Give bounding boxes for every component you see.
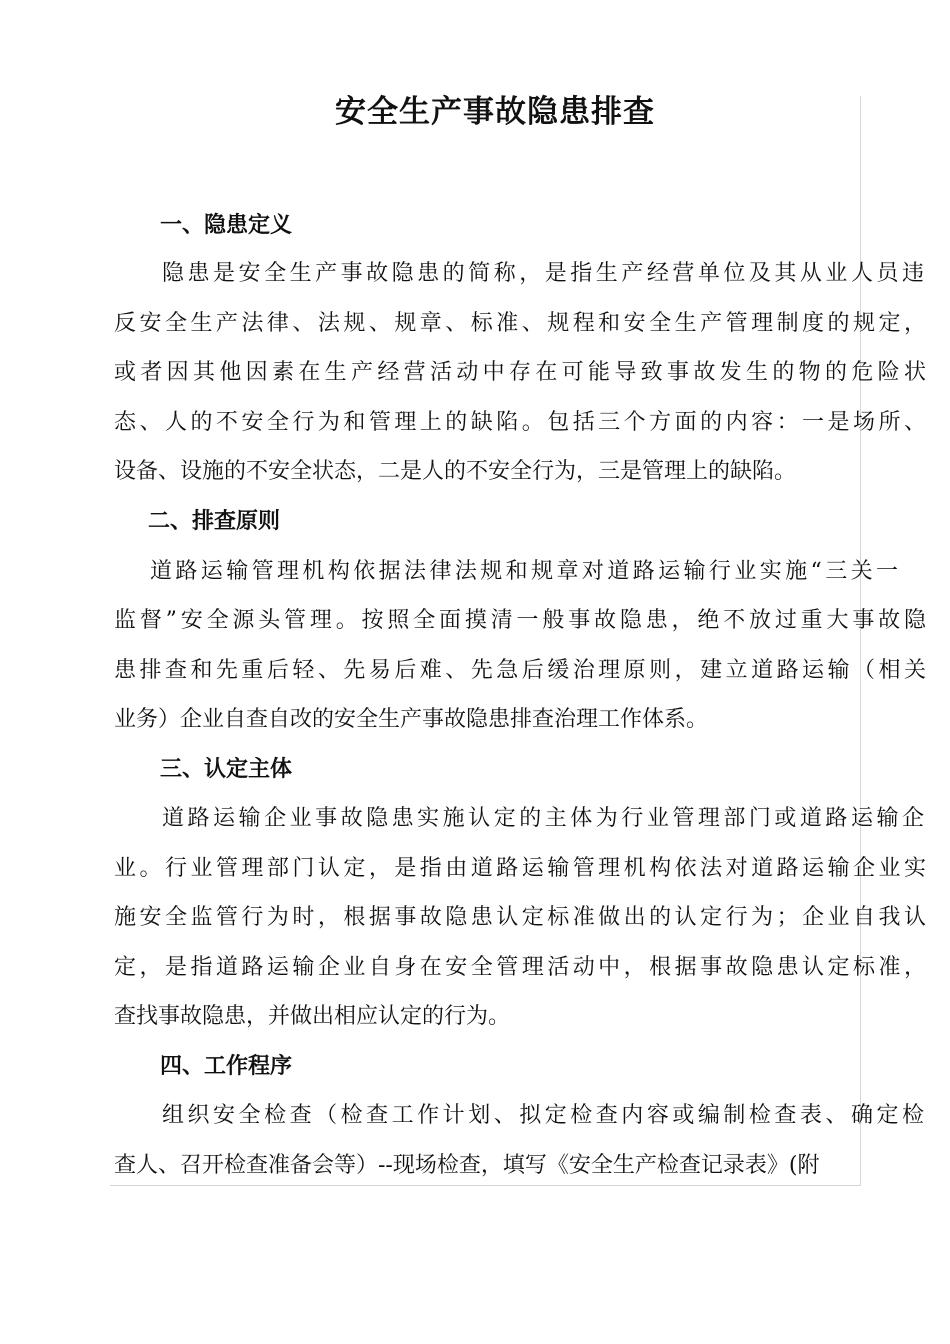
paragraph-line: 道路运输企业事故隐患实施认定的主体为行业管理部门或道路运输企	[162, 806, 924, 831]
paragraph-line: 施安全监管行为时，根据事故隐患认定标准做出的认定行为；企业自我认	[114, 905, 926, 930]
paragraph-line: 道路运输管理机构依据法律法规和规章对道路运输行业实施“三关一	[150, 559, 898, 584]
paragraph-line: 业。行业管理部门认定，是指由道路运输管理机构依法对道路运输企业实	[114, 856, 926, 881]
paragraph-line: 组织安全检查（检查工作计划、拟定检查内容或编制检查表、确定检	[162, 1103, 924, 1128]
section-heading-hazard-definition: 一、隐患定义	[160, 213, 293, 238]
paragraph-line: 或者因其他因素在生产经营活动中存在可能导致事故发生的物的危险状	[114, 360, 926, 385]
paragraph-line: 隐患是安全生产事故隐患的简称，是指生产经营单位及其从业人员违	[162, 261, 924, 286]
paragraph-line: 查人、召开检查准备会等）--现场检查，填写《安全生产检查记录表》(附	[114, 1153, 820, 1178]
paragraph-line: 设备、设施的不安全状态，二是人的不安全行为，三是管理上的缺陷。	[114, 459, 797, 484]
paragraph-line: 患排查和先重后轻、先易后难、先急后缓治理原则，建立道路运输（相关	[114, 658, 926, 683]
paragraph-line: 反安全生产法律、法规、规章、标准、规程和安全生产管理制度的规定，	[114, 311, 926, 336]
paragraph-line: 态、人的不安全行为和管理上的缺陷。包括三个方面的内容：一是场所、	[114, 410, 926, 435]
section-heading-determining-subject: 三、认定主体	[160, 757, 293, 782]
section-heading-inspection-principles: 二、排查原则	[148, 509, 281, 534]
page-frame-bottom	[110, 1185, 861, 1186]
paragraph-line: 业务）企业自查自改的安全生产事故隐患排查治理工作体系。	[114, 707, 709, 732]
paragraph-line: 定，是指道路运输企业自身在安全管理活动中，根据事故隐患认定标准，	[114, 955, 926, 980]
document-title: 安全生产事故隐患排查	[335, 94, 655, 130]
section-heading-work-procedure: 四、工作程序	[160, 1054, 293, 1079]
paragraph-line: 监督”安全源头管理。按照全面摸清一般事故隐患，绝不放过重大事故隐	[114, 608, 926, 633]
paragraph-line: 查找事故隐患，并做出相应认定的行为。	[114, 1004, 511, 1029]
